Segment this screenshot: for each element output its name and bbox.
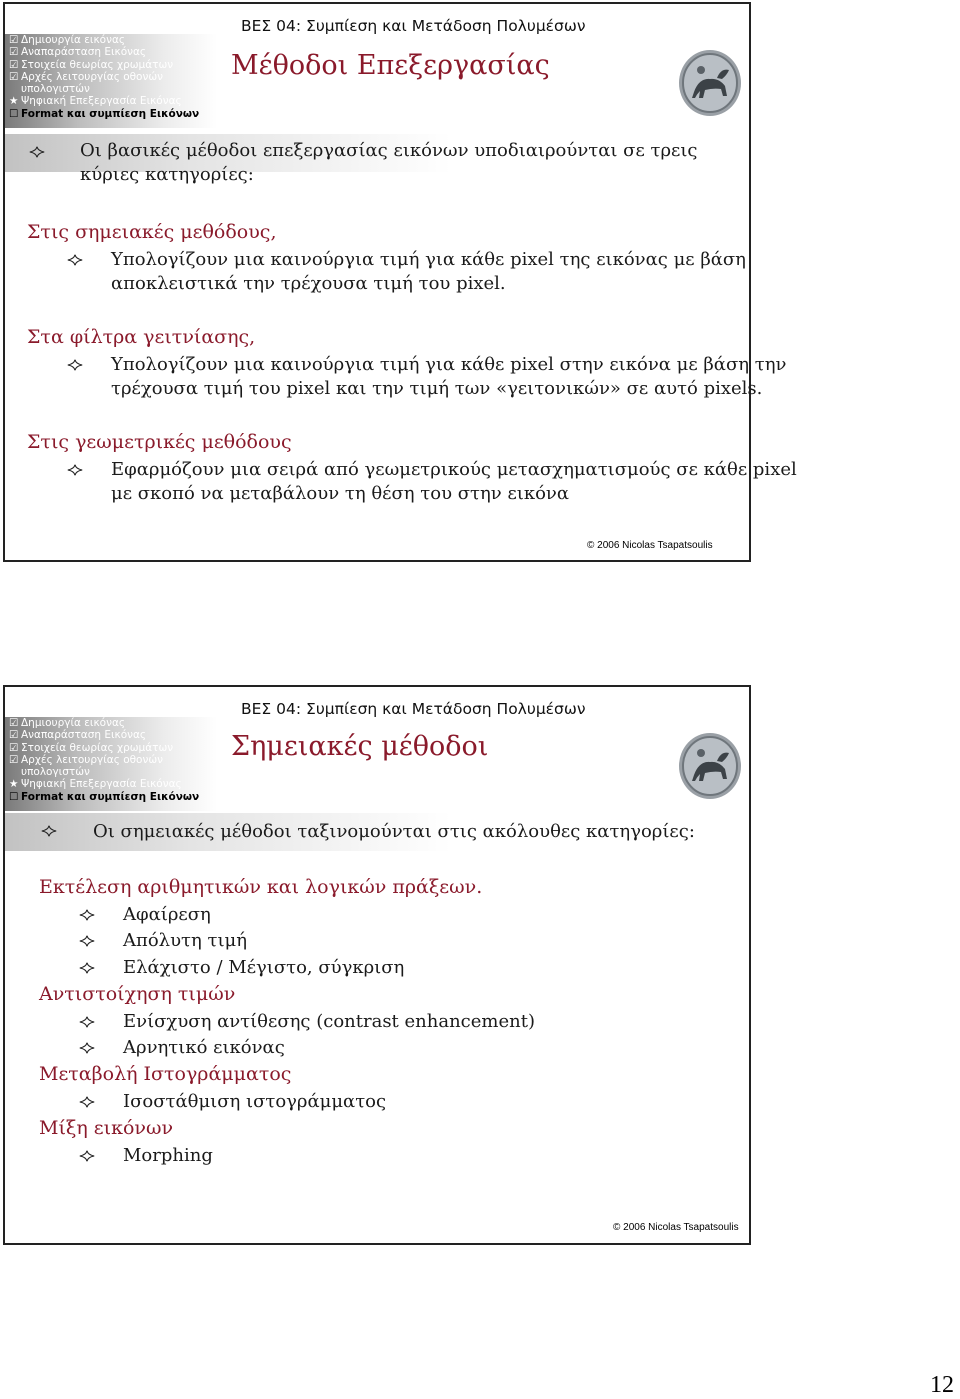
nav-item: ☑ Στοιχεία θεωρίας χρωμάτων [9,741,174,754]
nav-item: ☑ Αναπαράσταση Εικόνας [9,729,147,742]
slide-header [5,4,749,126]
section-text: Υπολογίζουν μια καινούργια τιμή για κάθε pixel της εικόνας με βάση [111,249,746,270]
section-text: αποκλειστικά την τρέχουσα τιμή του pixel. [111,273,506,294]
nav-item: υπολογιστών [21,83,90,96]
diamond-bullet-icon [67,359,83,371]
nav-item: ☑ Δημιουργία εικόνας [9,34,126,46]
nav-item: ☑ Αρχές λειτουργίας οθονών [9,753,164,766]
course-title: ΒΕΣ 04: Συμπίεση και Μετάδοση Πολυμέσων [241,17,586,35]
group-heading: Μεταβολή Ιστογράμματος [39,1063,292,1085]
nav-item-current: ★ Ψηφιακή Επεξεργασία Εικόνας [9,95,182,108]
list-item: Ελάχιστο / Μέγιστο, σύγκριση [123,957,405,978]
diamond-bullet-icon [41,825,57,837]
intro-line: Οι βασικές μέθοδοι επεξεργασίας εικόνων υποδιαιρούνται σε τρεις [80,140,698,161]
nav-item-current: ★ Ψηφιακή Επεξεργασία Εικόνας [9,778,182,791]
navigation-panel [5,34,217,128]
list-item: Αρνητικό εικόνας [123,1037,285,1058]
group-heading: Αντιστοίχηση τιμών [39,983,236,1005]
diamond-bullet-icon [79,935,95,947]
coin-logo-icon [677,48,743,118]
group-heading: Μίξη εικόνων [39,1117,173,1139]
intro-line: κύριες κατηγορίες: [80,164,254,185]
slide-title: Σημειακές μέθοδοι [231,731,489,762]
nav-item: υπολογιστών [21,766,90,779]
nav-item: ☑ Δημιουργία εικόνας [9,717,126,729]
section-heading: Στις γεωμετρικές μεθόδους [27,431,292,453]
diamond-bullet-icon [79,1016,95,1028]
slide-point-methods [3,685,751,1245]
diamond-bullet-icon [79,962,95,974]
nav-item: ☐ Format και συμπίεση Εικόνων [9,107,200,120]
copyright-footer: © 2006 Nicolas Tsapatsoulis [613,1222,739,1233]
group-heading: Εκτέλεση αριθμητικών και λογικών πράξεων. [39,876,483,898]
diamond-bullet-icon [79,1150,95,1162]
section-text: τρέχουσα τιμή του pixel και την τιμή των «γειτονικών» σε αυτό pixels. [111,378,763,399]
page-number: 12 [930,1372,954,1398]
section-text: με σκοπό να μεταβάλουν τη θέση του στην εικόνα [111,483,570,504]
slide-methods [3,2,797,562]
section-heading: Στις σημειακές μεθόδους, [27,221,277,243]
slide-header [5,687,749,809]
diamond-bullet-icon [29,146,45,158]
nav-item: ☑ Αρχές λειτουργίας οθονών [9,70,164,83]
section-text: Υπολογίζουν μια καινούργια τιμή για κάθε pixel στην εικόνα με βάση την [111,354,787,375]
coin-logo-icon [677,731,743,801]
list-item: Απόλυτη τιμή [123,930,247,951]
list-item: Αφαίρεση [123,904,211,925]
nav-item: ☑ Αναπαράσταση Εικόνας [9,46,147,59]
diamond-bullet-icon [67,464,83,476]
navigation-panel [5,717,217,811]
nav-item: ☑ Στοιχεία θεωρίας χρωμάτων [9,58,174,71]
nav-item: ☐ Format και συμπίεση Εικόνων [9,790,200,803]
diamond-bullet-icon [79,1042,95,1054]
list-item: Ενίσχυση αντίθεσης (contrast enhancement) [123,1011,535,1032]
diamond-bullet-icon [79,1096,95,1108]
list-item: Morphing [123,1145,213,1166]
diamond-bullet-icon [67,254,83,266]
slide-title: Μέθοδοι Επεξεργασίας [231,50,550,81]
intro-line: Οι σημειακές μέθοδοι ταξινομούνται στις ακόλουθες κατηγορίες: [93,821,695,842]
diamond-bullet-icon [79,909,95,921]
copyright-footer: © 2006 Nicolas Tsapatsoulis [587,540,713,551]
course-title: ΒΕΣ 04: Συμπίεση και Μετάδοση Πολυμέσων [241,700,586,718]
list-item: Ισοστάθμιση ιστογράμματος [123,1091,387,1112]
section-heading: Στα φίλτρα γειτνίασης, [27,326,256,348]
section-text: Εφαρμόζουν μια σειρά από γεωμετρικούς μετασχηματισμούς σε κάθε pixel [111,459,797,480]
